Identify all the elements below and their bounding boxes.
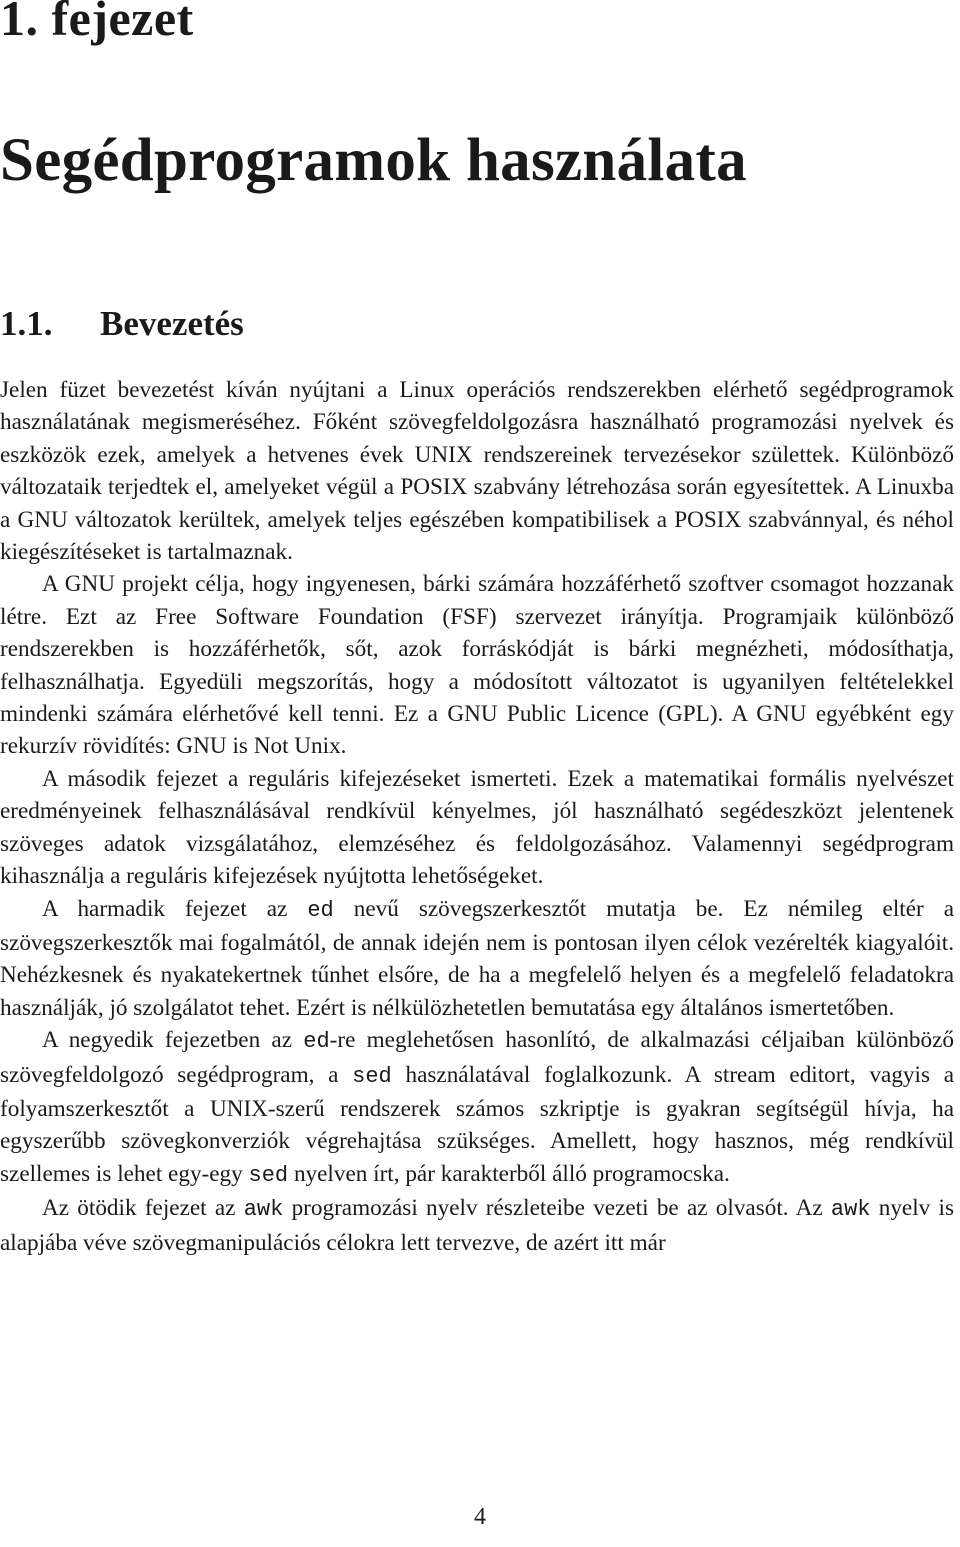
text-span: használatával foglalkozunk. A stream editort, vagyis a folyamszerkesztőt a UNIX-szerű rendszerek számos szkriptje is gyakran segítségül hívja, ha egyszerűbb szövegkonverziók végrehajtása szükséges. Amellett, hogy hasznos, még rendkívül szellemes is lehet egy-egy — [0, 1061, 955, 1187]
text-span: nyelv is alapjába véve szövegmanipulációs célokra lett tervezve, de azért itt már — [0, 1195, 954, 1256]
code-sed: sed — [248, 1162, 289, 1188]
text-span: A negyedik fejezetben az — [42, 1027, 304, 1054]
code-awk: awk — [243, 1197, 284, 1223]
code-ed: ed — [307, 897, 334, 923]
text-span: programozási nyelv részleteibe vezeti be az olvasót. Az — [283, 1195, 831, 1222]
chapter-title: Segédprogramok használata — [0, 127, 747, 194]
text-span: Az ötödik fejezet az — [42, 1195, 244, 1222]
paragraph-regex: A második fejezet a reguláris kifejezéseket ismerteti. Ezek a matematikai formális nyelvészet eredményeinek felhasználásával rendkívül kényelmes, jól használható segédeszközt jelentenek szöveges adatok vizsgálatához, elemzéséhez és feldolgozásához. Valamennyi segédprogram kihasználja a reguláris kifejezések nyújtotta lehetőségeket. — [0, 765, 954, 890]
code-sed: sed — [352, 1063, 392, 1089]
paragraph-intro: Jelen füzet bevezetést kíván nyújtani a Linux operációs rendszerekben elérhető segédprogramok használatának megismeréséhez. Főként szövegfeldolgozásra használható programozási nyelvek és eszközök ezek, amelyek a hetvenes évek UNIX rendszereinek tervezésekor születtek. Különböző változataik terjedtek el, amelyeket végül a POSIX szabvány létrehozása során egyesítettek. A Linuxba a GNU változatok kerültek, amelyek teljes egészében kompatibilisek a POSIX szabvánnyal, és néhol kiegészítéseket is tartalmaznak. — [0, 377, 954, 566]
paragraph-awk — [0, 1192, 954, 1259]
section-number: 1.1. — [0, 304, 53, 343]
body-text — [0, 374, 954, 1259]
code-awk: awk — [830, 1197, 871, 1223]
text-span: nyelven írt, pár karakterből álló programocska. — [288, 1160, 730, 1187]
section-heading — [0, 301, 244, 347]
paragraph-gnu: A GNU projekt célja, hogy ingyenesen, bárki számára hozzáférhető szoftver csomagot hozzanak létre. Ezt az Free Software Foundation (FSF) szervezet irányítja. Programjaik különböző rendszerekben is hozzáférhetők, sőt, azok forráskódját is bárki megnézheti, módosíthatja, felhasználhatja. Egyedüli megszorítás, hogy a módosított változatot is ugyanilyen feltételekkel mindenki számára elérhetővé kell tenni. Ez a GNU Public Licence (GPL). A GNU egyébként egy rekurzív rövidítés: GNU is Not Unix. — [0, 571, 954, 760]
text-span: A harmadik fejezet az — [42, 895, 308, 922]
code-ed: ed — [303, 1029, 330, 1055]
text-span: nevű szövegszerkesztőt mutatja be. Ez némileg eltér a szövegszerkesztők mai fogalmától, de annak idején nem is pontosan ilyen célok vezérelték kiagyalóit. Nehézkesnek és nyakatekertnek tűnhet elsőre, de ha a megfelelő helyen és a megfelelő feladatokra használják, jó szolgálatot tehet. Ezért is nélkülözhetetlen bemutatása egy általános ismertetőben. — [0, 895, 955, 1021]
chapter-label: 1. fejezet — [0, 0, 194, 46]
section-title: Bevezetés — [100, 304, 244, 343]
paragraph-ed — [0, 893, 954, 1025]
text-span: -re meglehetősen hasonlító, de alkalmazási céljaiban különböző szövegfeldolgozó segédprogram, a — [0, 1027, 955, 1088]
paragraph-sed — [0, 1024, 954, 1192]
page-number: 4 — [474, 1504, 486, 1530]
